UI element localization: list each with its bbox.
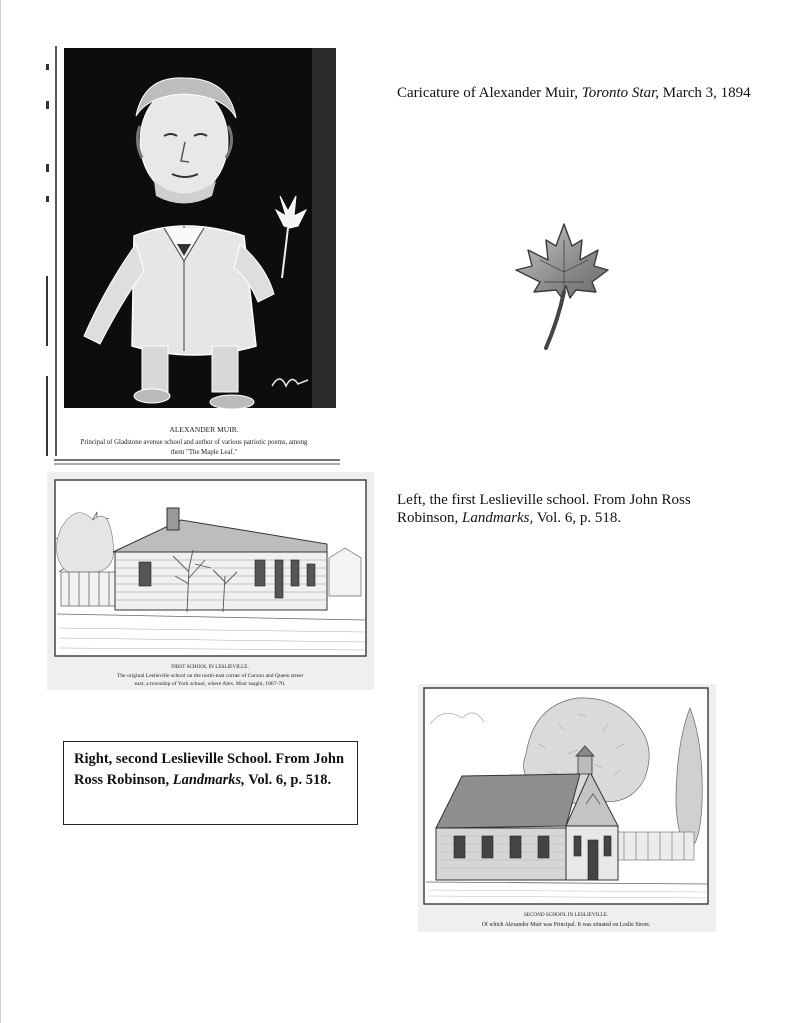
caricature-print-name: ALEXANDER MUIR.	[169, 425, 239, 434]
page-edge	[0, 0, 1, 1023]
caricature-print-line1: Principal of Gladstone avenue school and author of various patriotic poems, among	[80, 439, 308, 446]
first-school-caption-text: Left, the first Leslieville school. From John Ross Robinson,	[397, 492, 691, 526]
second-school-image	[418, 684, 716, 932]
caricature-caption-date: March 3, 1894	[659, 85, 751, 101]
caricature-caption	[397, 84, 757, 102]
second-school-caption-box	[63, 741, 358, 825]
caricature-caption-text: Caricature of Alexander Muir,	[397, 85, 582, 101]
first-school-print-title: FIRST SCHOOL IN LESLIEVILLE.	[171, 664, 249, 670]
second-school-print-title: SECOND SCHOOL IN LESLIEVILLE.	[523, 912, 609, 918]
first-school-caption	[397, 491, 742, 527]
second-school-caption-text: Right, second Leslieville School. From John Ross Robinson,	[74, 751, 345, 788]
caricature-image	[44, 46, 344, 466]
caricature-print-line2: them "The Maple Leaf."	[170, 449, 238, 456]
first-school-caption-source: Landmarks,	[462, 510, 534, 526]
first-school-caption-ref: Vol. 6, p. 518.	[533, 510, 622, 526]
maple-leaf-icon	[510, 220, 614, 354]
first-school-print-line2: east, a township of York school, where Alex. Muir taught, 1867-70.	[134, 681, 286, 687]
second-school-caption-ref: Vol. 6, p. 518.	[244, 772, 332, 788]
second-school-caption-source: Landmarks,	[172, 772, 245, 788]
caricature-caption-source: Toronto Star,	[581, 85, 660, 101]
first-school-print-line1: The original Leslieville school on the north-east corner of Curzon and Queen street	[116, 673, 304, 679]
first-school-image	[47, 472, 374, 690]
second-school-print-line1: Of which Alexander Muir was Principal. It was situated on Leslie Street.	[481, 922, 651, 928]
